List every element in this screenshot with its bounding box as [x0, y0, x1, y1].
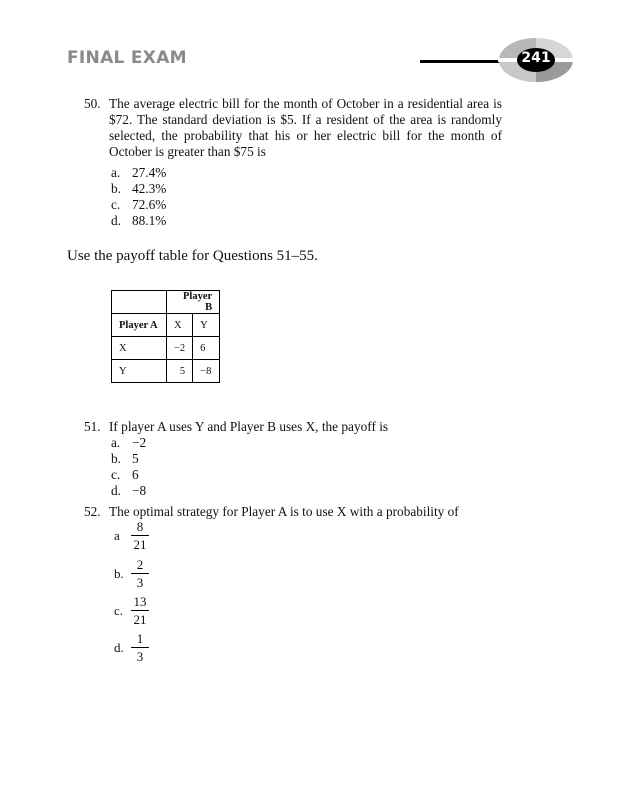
option-c-letter: c. [114, 603, 124, 618]
option-b-fraction: 2 3 [131, 557, 149, 590]
option-b: b. 42.3% [111, 181, 167, 196]
option-b-letter: b. [114, 566, 124, 581]
question-text: The average electric bill for the month of October in a residential area is $72. The standard deviation is $5. If a resident of the area is randomly selected, the probability that his or her electric bill for the month of October is greater than $75 is [109, 96, 502, 159]
table-row: Y 5 −8 [112, 360, 220, 383]
question-number: 52. [84, 504, 101, 519]
table-row: X −2 6 [112, 337, 220, 360]
option-a: a. 27.4% [111, 165, 167, 180]
col-header-x: X [167, 314, 193, 337]
option-c-fraction: 13 21 [131, 594, 149, 627]
payoff-intro: Use the payoff table for Questions 51–55. [67, 248, 318, 264]
question-number: 50. [84, 96, 101, 111]
option-a: a. −2 [111, 435, 147, 450]
option-d-letter: d. [114, 640, 124, 655]
option-d-fraction: 1 3 [131, 631, 149, 664]
option-b: b. 5 [111, 451, 139, 466]
col-header-y: Y [193, 314, 220, 337]
question-number: 51. [84, 419, 101, 434]
header-title: FINAL EXAM [67, 48, 187, 68]
option-d: d. −8 [111, 483, 147, 498]
header-player-b: Player B [167, 291, 220, 314]
page-number: 241 [521, 50, 551, 66]
option-a-letter: a [114, 528, 120, 543]
question-text: The optimal strategy for Player A is to use X with a probability of [109, 504, 459, 519]
payoff-table [111, 290, 220, 383]
question-text: If player A uses Y and Player B uses X, the payoff is [109, 419, 389, 434]
option-d: d. 88.1% [111, 213, 167, 228]
option-c: c. 6 [111, 467, 139, 482]
option-a-fraction: 8 21 [131, 519, 149, 552]
option-c: c. 72.6% [111, 197, 167, 212]
header-player-a: Player A [112, 314, 167, 337]
